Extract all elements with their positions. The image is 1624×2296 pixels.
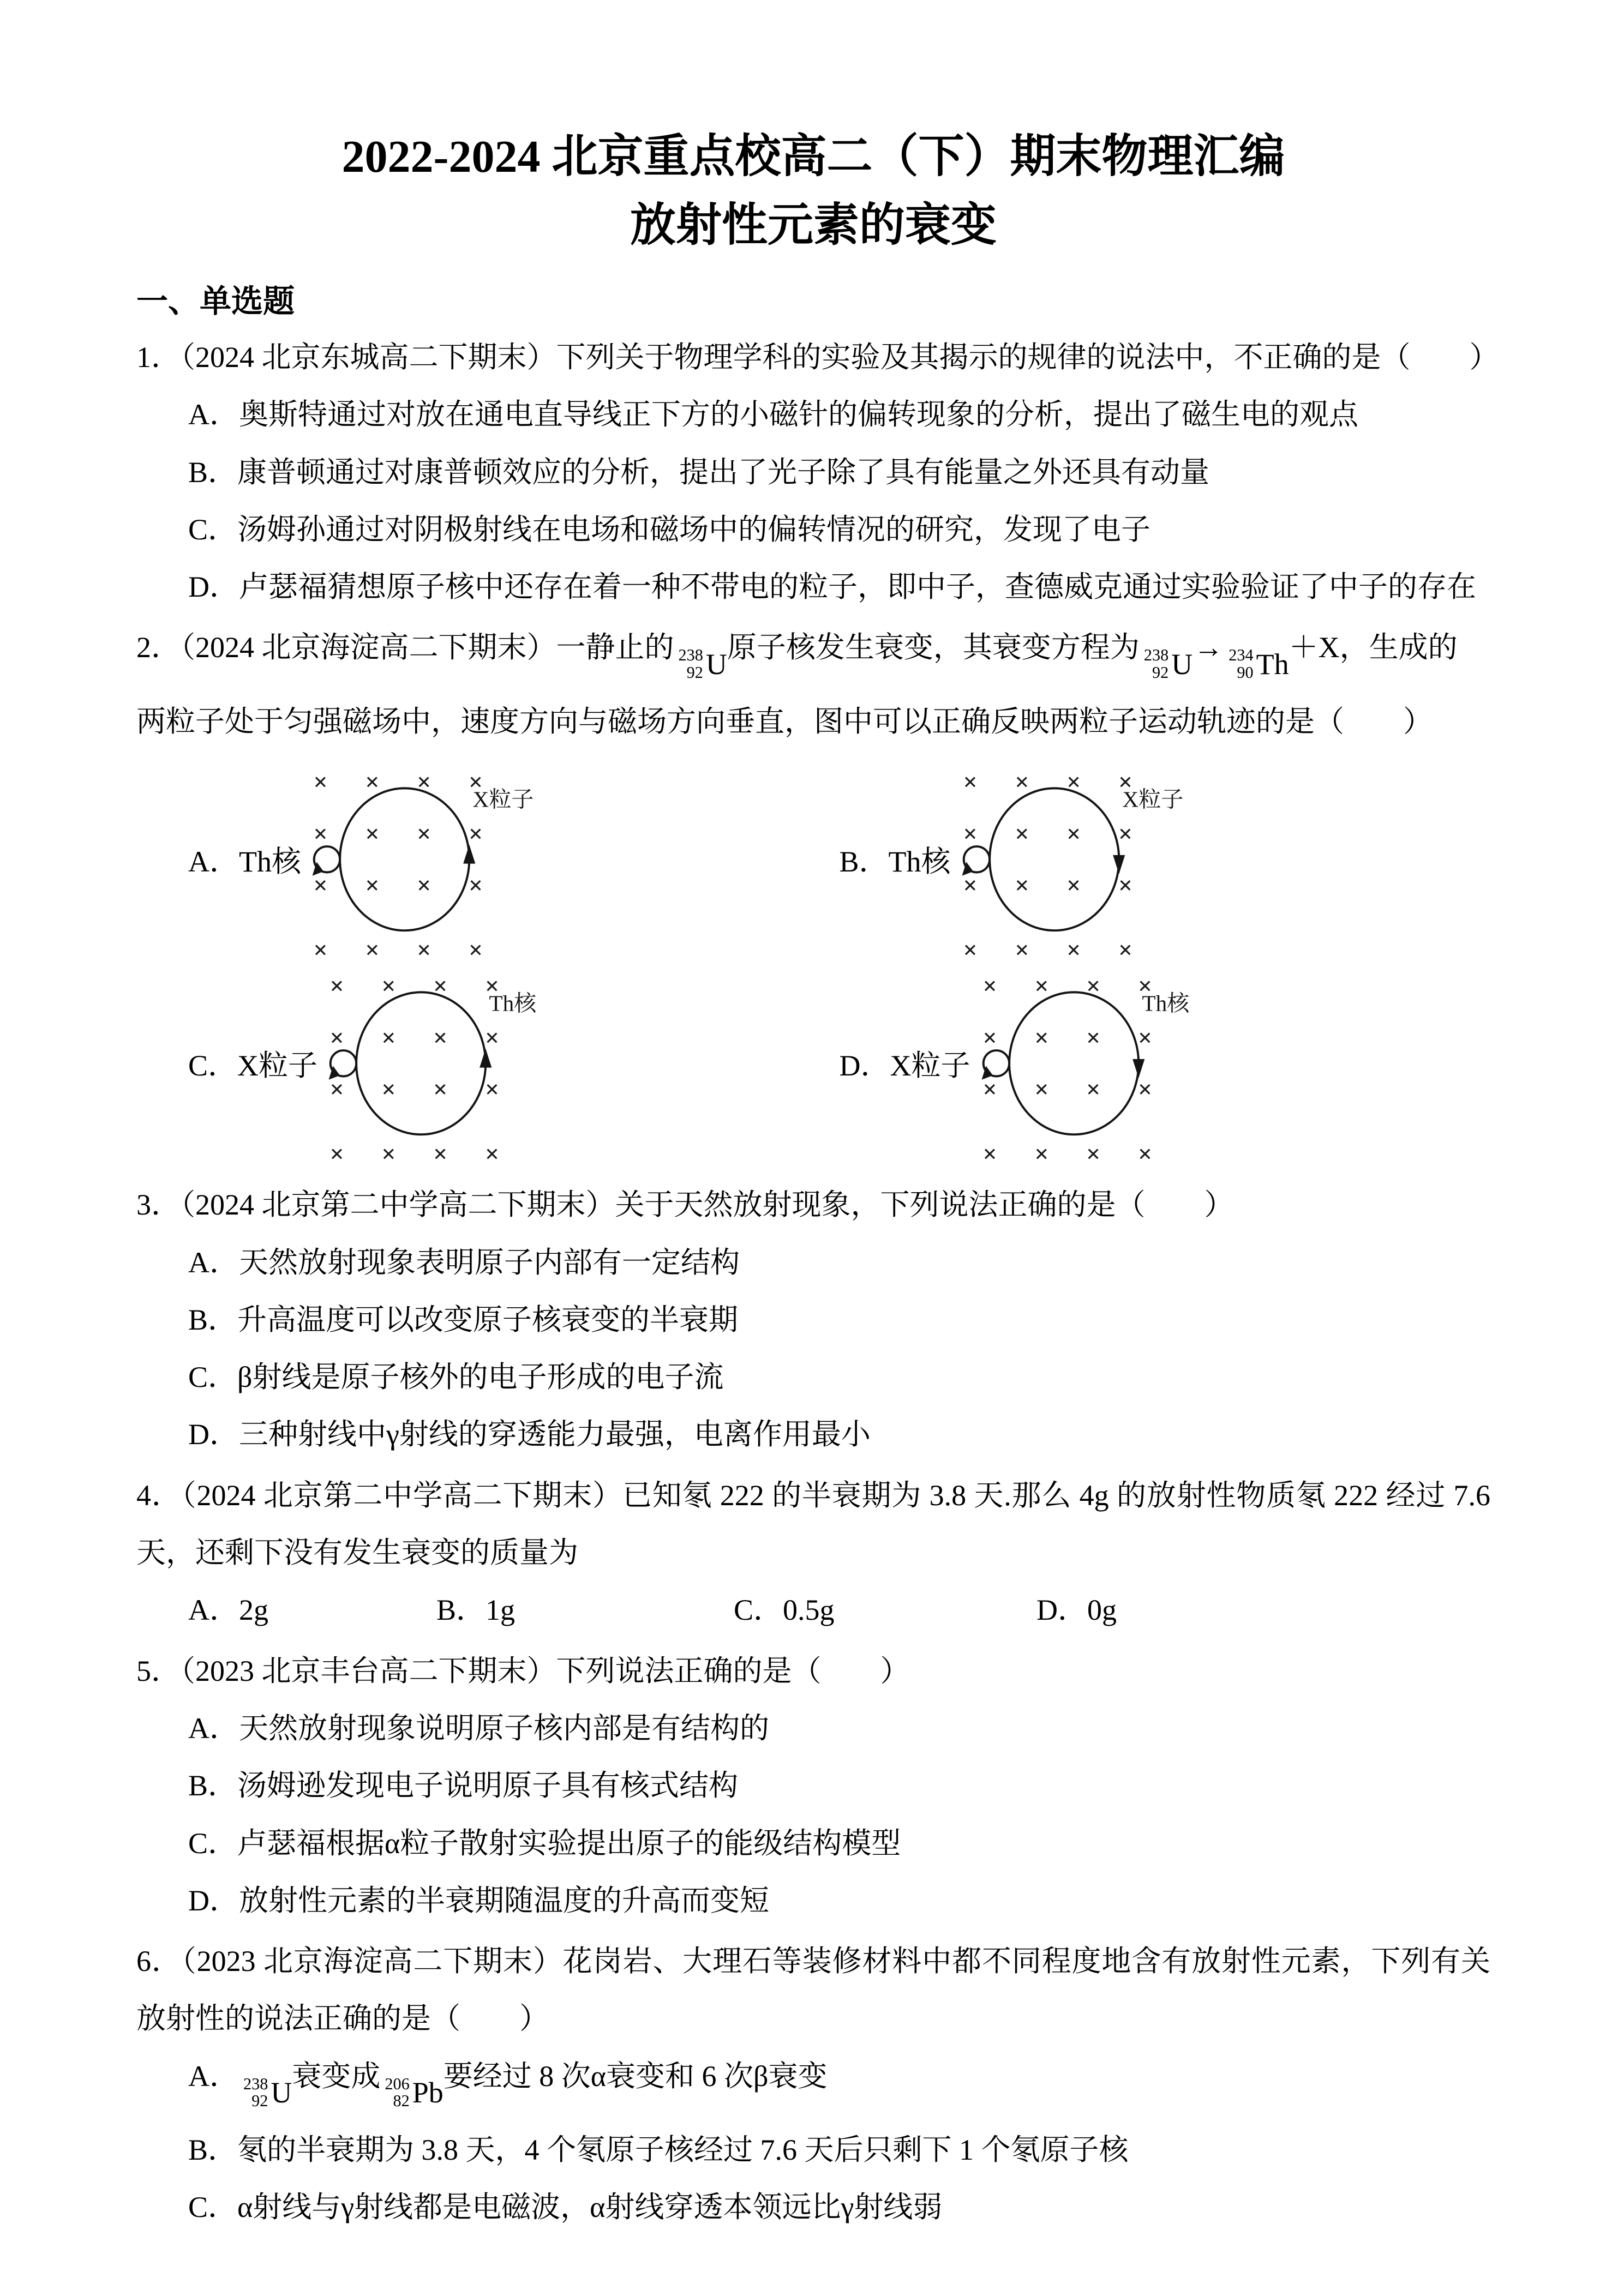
q3-option-c: C．β射线是原子核外的电子形成的电子流 xyxy=(188,1361,724,1394)
q2-stem-text-1: 2．（2024 北京海淀高二下期末）一静止的 xyxy=(136,631,674,664)
mass-number: 206 xyxy=(385,2074,410,2093)
svg-text:×: × xyxy=(982,1075,997,1103)
svg-text:×: × xyxy=(982,1023,997,1051)
svg-text:×: × xyxy=(1034,971,1048,1000)
mass-number: 238 xyxy=(243,2074,268,2093)
big-orbit xyxy=(356,992,486,1134)
nuclide-u238 xyxy=(239,2064,292,2121)
big-orbit xyxy=(1009,992,1138,1134)
question-1 xyxy=(136,329,1499,616)
doc-title-line1: 2022-2024 北京重点校高二（下）期末物理汇编 xyxy=(341,131,1285,182)
question-6 xyxy=(136,1933,1490,2237)
question-2 xyxy=(136,619,1490,1162)
q4-options-row xyxy=(136,1582,1490,1639)
q1-option-c: C．汤姆孙通过对阴极射线在电场和磁场中的偏转情况的研究，发现了电子 xyxy=(188,513,1151,546)
q2-stem-line1 xyxy=(136,619,1490,693)
svg-text:×: × xyxy=(1066,768,1081,796)
big-orbit-name: Th核 xyxy=(1142,990,1189,1016)
q3-option-b: B．升高温度可以改变原子核衰变的半衰期 xyxy=(188,1303,739,1336)
big-orbit-name: X粒子 xyxy=(1122,786,1183,812)
q2-diagram-row-2 xyxy=(136,964,1490,1163)
svg-text:×: × xyxy=(365,768,380,796)
q1-option-d: D．卢瑟福猜想原子核中还存在着一种不带电的粒子，即中子，查德威克通过实验验证了中子的存在 xyxy=(188,570,1476,604)
q5-option-c: C．卢瑟福根据α粒子散射实验提出原子的能级结构模型 xyxy=(188,1826,901,1860)
q6-option-a-text-tail: 要经过 8 次α衰变和 6 次β衰变 xyxy=(443,2059,828,2093)
mass-number: 238 xyxy=(678,646,703,665)
q4-option-a: A．2g xyxy=(188,1594,268,1627)
svg-text:×: × xyxy=(982,1139,997,1163)
q6-stem: 6．（2023 北京海淀高二下期末）花岗岩、大理石等装修材料中都不同程度地含有放射性元素，下列有关放射性的说法正确的是（ ） xyxy=(136,1945,1490,2035)
svg-text:×: × xyxy=(469,936,483,959)
svg-text:×: × xyxy=(1034,1075,1048,1103)
q2-stem-text-2: 原子核发生衰变，其衰变方程为 xyxy=(727,631,1140,664)
svg-text:×: × xyxy=(433,1075,448,1103)
small-orbit-name: X粒子 xyxy=(890,1049,970,1082)
small-orbit-name: Th核 xyxy=(239,845,301,879)
q4-option-d: D．0g xyxy=(1036,1594,1117,1627)
nuclide-th234-numbers xyxy=(1229,647,1253,681)
svg-text:×: × xyxy=(1014,768,1029,796)
atomic-number: 92 xyxy=(686,663,703,682)
option-letter: A． xyxy=(188,845,239,879)
option-letter: C． xyxy=(188,1049,238,1082)
svg-text:×: × xyxy=(963,936,978,959)
svg-text:×: × xyxy=(313,871,328,899)
option-letter: D． xyxy=(839,1049,890,1082)
svg-text:×: × xyxy=(381,971,396,1000)
svg-text:×: × xyxy=(963,768,978,796)
svg-text:×: × xyxy=(381,1139,396,1163)
nuclide-u238-eq xyxy=(1140,636,1192,693)
question-3 xyxy=(136,1176,1490,1463)
nuclide-u238 xyxy=(674,636,727,693)
svg-text:×: × xyxy=(433,1139,448,1163)
small-orbit-name: Th核 xyxy=(888,845,951,879)
element-symbol: Th xyxy=(1256,647,1289,681)
svg-text:×: × xyxy=(433,971,448,1000)
q2-option-a-label xyxy=(188,838,301,880)
q2-option-d-diagram xyxy=(840,964,1491,1163)
q4-option-c: C．0.5g xyxy=(734,1594,835,1627)
svg-text:×: × xyxy=(1034,1139,1048,1163)
svg-text:×: × xyxy=(1066,936,1081,959)
atomic-number: 92 xyxy=(1152,663,1169,682)
q2-option-c-diagram xyxy=(188,964,840,1163)
svg-text:×: × xyxy=(417,820,432,848)
element-symbol: U xyxy=(1171,647,1193,681)
q5-option-d: D．放射性元素的半衰期随温度的升高而变短 xyxy=(188,1884,769,1917)
section-heading: 一、单选题 xyxy=(136,284,295,319)
q2-diagram-grid xyxy=(136,760,1490,1162)
svg-text:×: × xyxy=(485,1139,500,1163)
q2-diagram-row-1 xyxy=(136,760,1490,959)
q1-option-b: B．康普顿通过对康普顿效应的分析，提出了光子除了具有能量之外还具有动量 xyxy=(188,455,1210,489)
svg-text:×: × xyxy=(485,1023,500,1051)
trajectory-diagram-b xyxy=(951,760,1218,959)
atomic-number: 82 xyxy=(393,2091,410,2111)
svg-text:×: × xyxy=(1086,1139,1100,1163)
svg-text:×: × xyxy=(381,1023,396,1051)
svg-text:×: × xyxy=(1118,820,1132,848)
q5-stem: 5．（2023 北京丰台高二下期末）下列说法正确的是（ ） xyxy=(136,1654,910,1687)
svg-text:×: × xyxy=(1118,768,1132,796)
q2-option-b-label xyxy=(840,838,951,880)
svg-text:×: × xyxy=(329,1023,344,1051)
svg-text:×: × xyxy=(1086,1075,1100,1103)
q4-option-b: B．1g xyxy=(436,1594,516,1627)
option-letter: B． xyxy=(839,845,889,879)
svg-text:×: × xyxy=(1137,1139,1152,1163)
svg-text:×: × xyxy=(329,1075,344,1103)
element-symbol: Pb xyxy=(412,2076,444,2109)
q2-option-a-diagram xyxy=(188,760,840,959)
svg-text:×: × xyxy=(1066,871,1081,899)
element-symbol: U xyxy=(705,647,727,681)
q2-option-c-label xyxy=(188,1042,317,1084)
atomic-number: 92 xyxy=(251,2091,268,2111)
svg-text:×: × xyxy=(313,820,328,848)
svg-text:×: × xyxy=(1137,971,1152,1000)
svg-text:×: × xyxy=(1066,820,1081,848)
q6-option-b: B．氡的半衰期为 3.8 天，4 个氡原子核经过 7.6 天后只剩下 1 个氡原子核 xyxy=(188,2133,1129,2167)
svg-text:×: × xyxy=(365,820,380,848)
q4-stem: 4．（2024 北京第二中学高二下期末）已知氡 222 的半衰期为 3.8 天.那么 4g 的放射性物质氡 222 经过 7.6 天，还剩下没有发生衰变的质量为 xyxy=(136,1478,1490,1570)
trajectory-diagram-d xyxy=(970,964,1238,1163)
big-orbit-name: X粒子 xyxy=(472,786,534,812)
svg-text:×: × xyxy=(963,871,978,899)
doc-title-line2: 放射性元素的衰变 xyxy=(630,200,997,251)
nuclide-u238-numbers xyxy=(679,647,703,681)
q5-option-b: B．汤姆逊发现电子说明原子具有核式结构 xyxy=(188,1769,739,1802)
svg-text:×: × xyxy=(417,768,432,796)
trajectory-diagram-a xyxy=(301,760,568,959)
q6-option-a xyxy=(136,2048,1490,2121)
question-4 xyxy=(136,1467,1490,1639)
svg-text:×: × xyxy=(1137,1023,1152,1051)
svg-text:×: × xyxy=(1118,871,1132,899)
svg-text:×: × xyxy=(469,820,483,848)
svg-text:×: × xyxy=(365,936,380,959)
svg-text:×: × xyxy=(469,871,483,899)
svg-text:×: × xyxy=(963,820,978,848)
svg-text:×: × xyxy=(485,1075,500,1103)
q2-option-d-label xyxy=(840,1042,970,1084)
svg-text:×: × xyxy=(329,1139,344,1163)
q2-option-b-diagram xyxy=(840,760,1491,959)
big-orbit-name: Th核 xyxy=(489,990,537,1016)
svg-text:×: × xyxy=(1118,936,1132,959)
q1-option-a: A．奥斯特通过对放在通电直导线正下方的小磁针的偏转现象的分析，提出了磁生电的观点 xyxy=(188,398,1358,431)
big-orbit xyxy=(990,789,1119,931)
svg-text:×: × xyxy=(469,768,483,796)
svg-text:×: × xyxy=(1034,1023,1048,1051)
q3-option-a: A．天然放射现象表明原子内部有一定结构 xyxy=(188,1246,740,1279)
element-symbol: U xyxy=(271,2076,292,2109)
svg-text:×: × xyxy=(1086,971,1100,1000)
nuclide-pb206 xyxy=(380,2064,443,2121)
nuclide-pb206-numbers xyxy=(385,2076,409,2110)
svg-text:×: × xyxy=(381,1075,396,1103)
svg-text:×: × xyxy=(313,768,328,796)
svg-text:×: × xyxy=(982,971,997,1000)
big-orbit xyxy=(340,789,469,931)
q3-option-d: D．三种射线中γ射线的穿透能力最强，电离作用最小 xyxy=(188,1418,871,1451)
mass-number: 234 xyxy=(1229,646,1254,665)
svg-text:×: × xyxy=(485,971,500,1000)
svg-text:×: × xyxy=(417,936,432,959)
svg-text:×: × xyxy=(1014,871,1029,899)
q5-option-a: A．天然放射现象说明原子核内部是有结构的 xyxy=(188,1711,769,1745)
trajectory-diagram-c xyxy=(317,964,585,1163)
svg-text:×: × xyxy=(365,871,380,899)
svg-text:×: × xyxy=(1014,820,1029,848)
question-5 xyxy=(136,1643,1490,1930)
svg-text:×: × xyxy=(329,971,344,1000)
big-orbit-arrow-up-icon xyxy=(463,845,475,864)
q2-stem-line2: 两粒子处于匀强磁场中，速度方向与磁场方向垂直，图中可以正确反映两粒子运动轨迹的是（ ） xyxy=(136,705,1433,738)
nuclide-u238-numbers xyxy=(243,2076,268,2110)
svg-text:×: × xyxy=(1137,1075,1152,1103)
q6-option-a-text-mid: 衰变成 xyxy=(292,2059,381,2093)
q1-stem: 1．（2024 北京东城高二下期末）下列关于物理学科的实验及其揭示的规律的说法中，不正确的是（ ） xyxy=(136,341,1499,374)
svg-text:×: × xyxy=(1014,936,1029,959)
svg-text:×: × xyxy=(313,936,328,959)
option-letter: A． xyxy=(188,2059,239,2093)
svg-text:×: × xyxy=(1086,1023,1100,1051)
big-orbit-arrow-up-icon xyxy=(480,1049,492,1068)
q6-option-c: C．α射线与γ射线都是电磁波，α射线穿透本领远比γ射线弱 xyxy=(188,2191,943,2224)
q3-stem: 3．（2024 北京第二中学高二下期末）关于天然放射现象，下列说法正确的是（ ） xyxy=(136,1188,1234,1222)
nuclide-u238-eq-numbers xyxy=(1144,647,1168,681)
decay-arrow: → xyxy=(1194,631,1224,664)
small-orbit-name: X粒子 xyxy=(237,1049,318,1082)
mass-number: 238 xyxy=(1143,646,1169,665)
svg-text:×: × xyxy=(433,1023,448,1051)
svg-text:×: × xyxy=(417,871,432,899)
q2-stem-text-3: ＋X，生成的 xyxy=(1289,631,1458,664)
nuclide-th234 xyxy=(1224,636,1289,693)
atomic-number: 90 xyxy=(1237,663,1254,682)
